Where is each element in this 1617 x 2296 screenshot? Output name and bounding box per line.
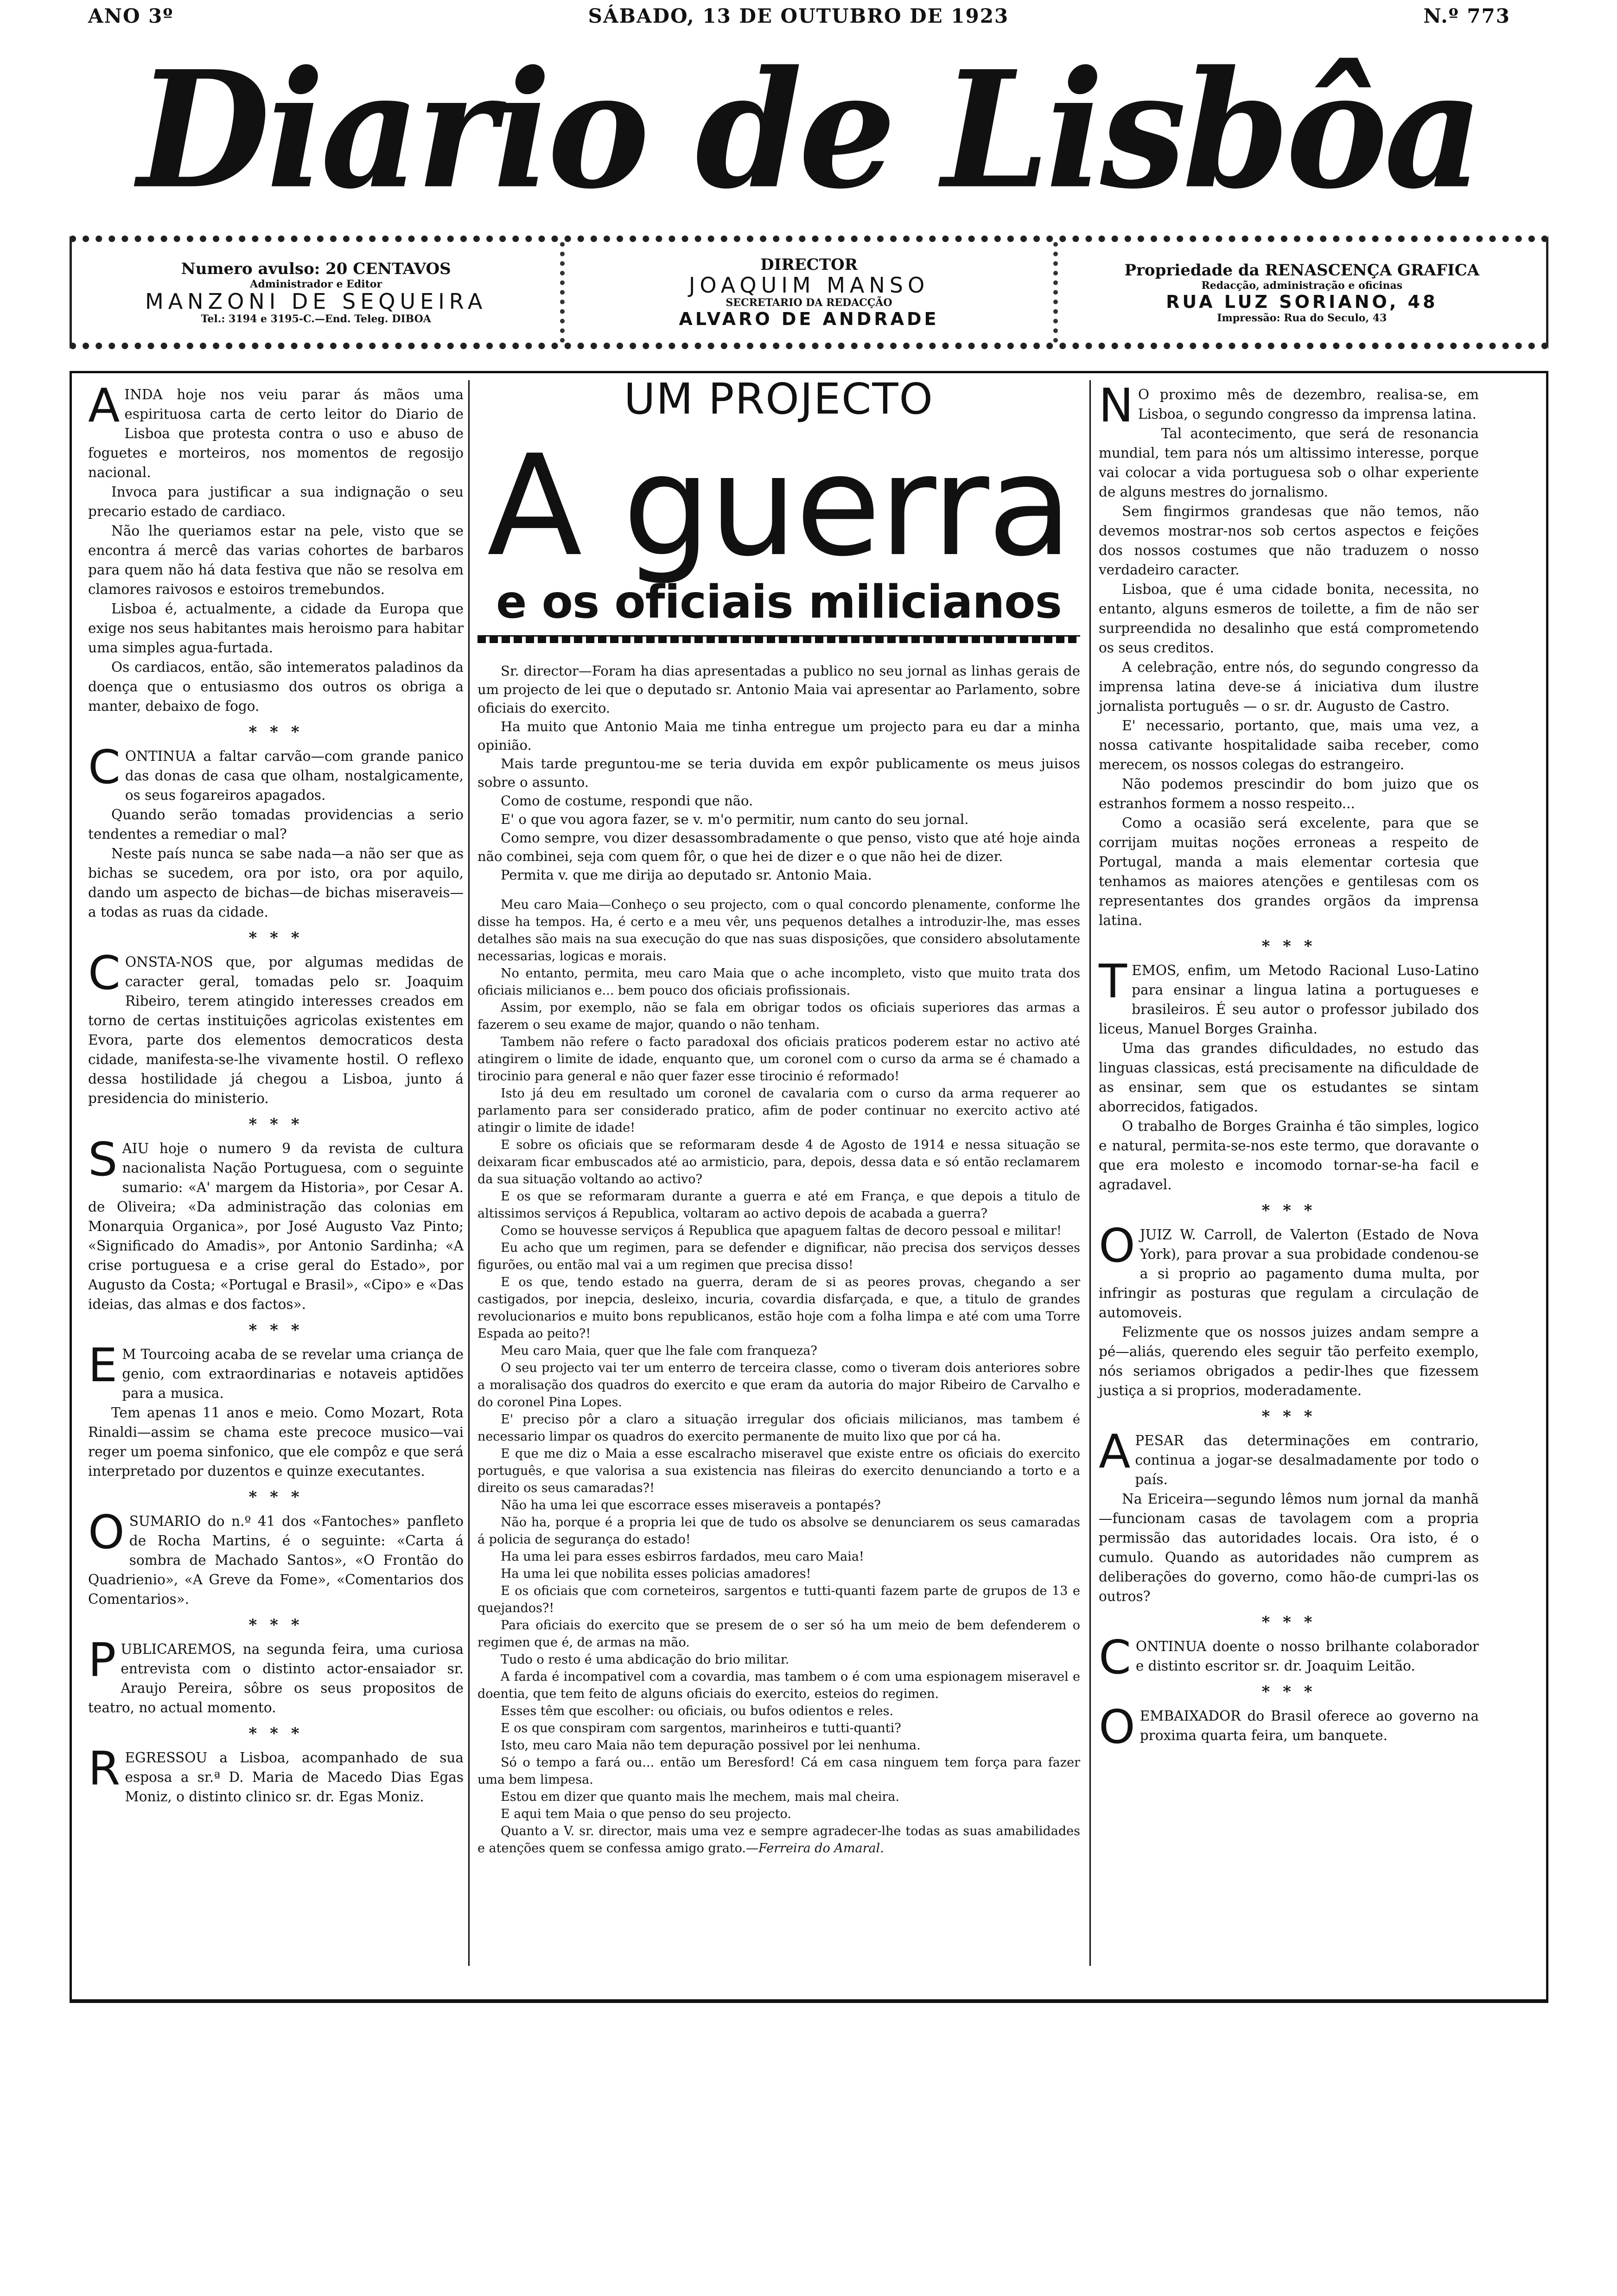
issue-year: ANO 3º: [88, 4, 174, 27]
paragraph: E os oficiais que com corneteiros, sargentos e tutti-quanti fazem parte de grupos de 13 e quejandos?!: [477, 1584, 1080, 1615]
paragraph: Ha muito que Antonio Maia me tinha entregue um projecto para eu dar a minha opinião.: [477, 719, 1080, 753]
column-rule: [1089, 380, 1091, 1966]
separator-stars: * * *: [1261, 1407, 1316, 1426]
paragraph: Sr. director—Foram ha dias apresentadas a publico no seu jornal as linhas gerais de um projecto de lei que o deputado sr. Antonio Maia vai apresentar ao Parlamento, sobre oficiais do exercito.: [477, 663, 1080, 716]
paragraph: Ha uma lei que nobilita esses policias amadores!: [501, 1567, 811, 1581]
office: Redacção, administração e oficinas: [1201, 279, 1403, 292]
paragraph: Isto, meu caro Maia não tem depuração possivel por lei nenhuma.: [501, 1738, 921, 1753]
separator-stars: * * *: [1261, 1613, 1316, 1632]
paragraph: O seu projecto vai ter um enterro de terceira classe, como o tiveram dois anteriores sobre a moralisação dos quadros do exercito e que eram da autoria do major Ribeiro de Carvalho e do coronel Pina Lopes.: [477, 1361, 1080, 1409]
drop-cap: C: [88, 946, 121, 1000]
drop-cap: P: [88, 1633, 116, 1687]
phone: Tel.: 3194 e 3195-C.—End. Teleg. DIBOA: [201, 313, 431, 325]
drop-cap: E: [88, 1338, 118, 1392]
paragraph: Eu acho que um regimen, para se defender e dignificar, não precisa dos serviços desses figurões, ou então mal vai a um regimen que precisa disso!: [477, 1241, 1080, 1272]
drop-cap: O: [1099, 1218, 1135, 1273]
info-right: [1053, 242, 1546, 343]
paragraph: E M Tourcoing acaba de se revelar uma criança de genio, com extraordinarias e notaveis aptidões para a musica.: [88, 1338, 464, 1401]
paragraph: No entanto, permita, meu caro Maia que o ache incompleto, visto que muito trata dos oficiais milicianos e... bem pouco dos oficiais profissionais.: [477, 966, 1080, 998]
separator-stars: * * *: [248, 1115, 303, 1134]
drop-cap: N: [1099, 378, 1133, 433]
paragraph: E que me diz o Maia a esse escalracho miseravel que existe entre os oficiais do exercito português, e que valorisa a sua existencia nas fileiras do exercito denunciando a torto e a direito os seus camaradas?!: [477, 1447, 1080, 1495]
drop-cap: A: [88, 378, 120, 433]
admin-name: MANZONI DE SEQUEIRA: [145, 289, 487, 314]
paragraph: CONSTA-NOS que, por algumas medidas de caracter geral, tomadas pelo sr. Joaquim Ribeiro, terem atingido interesses creados em torno de certas instituições agricolas existentes em Evora, parte dos elementos democraticos desta cidade, manifesta-se-lhe vivamente hostil. O reflexo dessa hostilidade já chegou a Lisboa, junto á presidencia do ministerio.: [88, 946, 464, 1106]
paragraph: OJUIZ W. Carroll, de Valerton (Estado de Nova York), para provar a sua probidade condenou-se a si proprio ao pagamento duma multa, por infringir as posturas que regulam a circulação de automoveis.: [1099, 1218, 1479, 1320]
paragraph: Não ha, porque é a propria lei que de tudo os absolve se denunciarem os seus camaradas á policia de segurança do estado!: [477, 1515, 1080, 1547]
admin-role: Administrador e Editor: [250, 278, 382, 291]
paragraph: Para oficiais do exercito que se presem de o ser só ha um meio de bem defenderem o regimen que é, de armas na mão.: [477, 1618, 1080, 1650]
paragraph: Tambem não refere o facto paradoxal dos oficiais praticos poderem estar no activo até atingirem o limite de idade, enquanto que, um coronel com o curso da arma se é chamado a tirocinio para general e não quer fazer esse tirocinio é reformado!: [477, 1035, 1080, 1084]
paragraph: Como se houvesse serviços á Republica que apaguem faltas de decoro pessoal e militar!: [501, 1224, 1062, 1238]
paragraph: E os que se reformaram durante a guerra e até em França, e que depois a titulo de altissimos serviços á Republica, voltaram ao activo depois de acabada a guerra?: [477, 1189, 1080, 1221]
paragraph: Tal acontecimento, que será de resonancia mundial, tem para nós um altissimo interesse, porque vai colocar a vida portuguesa sob o olhar experiente de alguns mestres do jornalismo.: [1099, 426, 1479, 500]
spacer: [477, 884, 1080, 896]
ornamental-divider: [477, 635, 1080, 643]
separator-stars: * * *: [1261, 1683, 1316, 1701]
paragraph: Só o tempo a fará ou... então um Beresford! Cá em casa ninguem tem força para fazer uma bem limpesa.: [477, 1755, 1080, 1787]
paragraph: Mais tarde preguntou-me se teria duvida em expôr publicamente os meus juisos sobre o assunto.: [477, 756, 1080, 790]
paragraph: AINDA hoje nos veiu parar ás mãos uma espirituosa carta de certo leitor do Diario de Lisboa que protesta contra o uso e abuso de foguetes e morteiros, nos momentos de regosijo nacional.: [88, 378, 464, 480]
paragraph: APESAR das determinações em contrario, continua a jogar-se desalmadamente por todo o país.: [1099, 1424, 1479, 1487]
signature: Ferreira do Amaral.: [758, 1841, 884, 1856]
paragraph: Os cardiacos, então, são intemeratos paladinos da doença que o entusiasmo dos outros os obriga a manter, debaixo de fogo.: [88, 659, 464, 714]
paragraph: E' preciso pôr a claro a situação irregular dos oficiais milicianos, mas tambem é necessario limpar os quadros do exercito permanente de muito lixo que por cá ha.: [477, 1412, 1080, 1444]
drop-cap: O: [1099, 1700, 1135, 1754]
paragraph: Neste país nunca se sabe nada—a não ser que as bichas se sucedem, ora por isto, ora por aquilo, dando um aspecto de bichas—de bichas miseraveis—a todas as ruas da cidade.: [88, 846, 464, 920]
separator-stars: * * *: [1261, 937, 1316, 956]
column-rule: [468, 380, 470, 1966]
paragraph: Não podemos prescindir do bom juizo que os estranhos formem a nosso respeito...: [1099, 776, 1479, 811]
paragraph: Esses têm que escolher: ou oficiais, ou bufos odientos e reles.: [501, 1704, 894, 1718]
article-headline: A guerra: [487, 425, 1071, 587]
drop-cap: S: [88, 1132, 118, 1186]
owner: Propriedade da RENASCENÇA GRAFICA: [1124, 261, 1480, 280]
paragraph: Invoca para justificar a sua indignação o seu precario estado de cardiaco.: [88, 484, 464, 519]
paragraph: Como sempre, vou dizer desassombradamente o que penso, visto que até hoje ainda não combinei, seja com quem fôr, o que hei de dizer e o que não hei de dizer.: [477, 830, 1080, 864]
paragraph: Sem fingirmos grandesas que não temos, não devemos mostrar-nos sob certos aspectos e feições dos nossos costumes que não traduzem o nosso verdadeiro caracter.: [1099, 504, 1479, 578]
issue-number: N.º 773: [1423, 4, 1510, 27]
paragraph: E aqui tem Maia o que penso do seu projecto.: [501, 1807, 791, 1821]
separator-stars: * * *: [248, 929, 303, 947]
paragraph: Não ha uma lei que escorrace esses miseraveis a pontapés?: [501, 1498, 881, 1512]
center-column: [477, 374, 1080, 1857]
paragraph: Lisboa é, actualmente, a cidade da Europa que exige nos seus habitantes mais heroismo para habitar uma simples agua-furtada.: [88, 601, 464, 656]
paragraph: Como de costume, respondi que não.: [501, 793, 753, 809]
paragraph: Felizmente que os nossos juizes andam sempre a pé—aliás, querendo eles seguir tão perfeito exemplo, nós seriamos obrigados a pedir-lhes que fizessem justiça a si proprios, moderadamente.: [1099, 1324, 1479, 1398]
paragraph: OSUMARIO do n.º 41 dos «Fantoches» panfleto de Rocha Martins, é o seguinte: «Carta á sombra de Machado Santos», «O Frontão do Quadrienio», «A Greve da Fome», «Comentarios dos Comentarios».: [88, 1505, 464, 1607]
paragraph: Meu caro Maia—Conheço o seu projecto, com o qual concordo plenamente, conforme lhe disse ha tempos. Ha, é certo e a meu vêr, uns pequenos detalhes a introduzir-lhe, mas esses detalhes são mais na sua execução do que nas suas disposições, que considero absolutamente necessarias, logicas e morais.: [477, 898, 1080, 963]
director-role: DIRECTOR: [760, 255, 858, 274]
paragraph: Meu caro Maia, quer que lhe fale com franqueza?: [501, 1344, 817, 1358]
drop-cap: C: [88, 740, 121, 794]
separator-stars: * * *: [248, 1321, 303, 1339]
paragraph: O trabalho de Borges Grainha é tão simples, logico e natural, permita-se-nos este termo, que doravante o que era molesto e incomodo tornar-se-ha facil e agradavel.: [1099, 1118, 1479, 1193]
paragraph: A celebração, entre nós, do segundo congresso da imprensa latina deve-se á iniciativa dum ilustre jornalista português — o sr. dr. Augusto de Castro.: [1099, 659, 1479, 714]
left-column: [88, 378, 464, 1806]
info-left: [72, 242, 560, 343]
separator-stars: * * *: [248, 1616, 303, 1634]
newspaper-title: Diario de Lisbôa: [137, 35, 1480, 224]
paragraph: N O proximo mês de dezembro, realisa-se, em Lisboa, o segundo congresso da imprensa latina.: [1099, 378, 1479, 433]
paragraph: Uma das grandes dificuldades, no estudo das linguas classicas, está precisamente na dificuldade de as ensinar, sem que os estudantes se sintam aborrecidos, fatigados.: [1099, 1040, 1479, 1115]
paragraph: E os que, tendo estado na guerra, deram de si as peores provas, chegando a ser castigados, por inepcia, desleixo, incuria, covardia disfarçada, e que, a titulo de grandes revolucionarios e muito bons republicanos, estão hoje com a folha limpa e até com uma Torre Espada ao peito?!: [477, 1275, 1080, 1341]
secretary-role: SECRETARIO DA REDACÇÃO: [726, 296, 892, 309]
paragraph: PUBLICAREMOS, na segunda feira, uma curiosa entrevista com o distinto actor-ensaiador sr. Araujo Pereira, sôbre os seus propositos de teatro, no actual momento.: [88, 1633, 464, 1716]
separator-stars: * * *: [248, 1724, 303, 1743]
paragraph: Ha uma lei para esses esbirros fardados, meu caro Maia!: [501, 1550, 864, 1564]
right-column: [1099, 378, 1479, 1754]
separator-stars: * * *: [1261, 1201, 1316, 1220]
address: RUA LUZ SORIANO, 48: [1166, 291, 1438, 312]
paragraph: CONTINUA doente o nosso brilhante colaborador e distinto escritor sr. dr. Joaquim Leitão.: [1099, 1630, 1479, 1684]
info-band: [70, 236, 1548, 349]
closing-paragraph: Quanto a V. sr. director, mais uma vez e sempre agradecer-lhe todas as suas amabilidades e atenções quem se confessa amigo grato.—Ferreira do Amaral.: [477, 1824, 1080, 1856]
separator-stars: * * *: [248, 1488, 303, 1506]
director-name: JOAQUIM MANSO: [688, 273, 929, 298]
paragraph: TEMOS, enfim, um Metodo Racional Luso-Latino para ensinar a lingua latina a portugueses e brasileiros. É seu autor o professor jubilado dos liceus, Manuel Borges Grainha.: [1099, 954, 1479, 1037]
paragraph: Na Ericeira—segundo lêmos num jornal da manhã—funcionam casas de tavolagem com a propria permissão das autoridades locais. Ora isto, é o cumulo. Quando as autoridades não cumprem as deliberações do governo, como hão-de cumpri-las os outros?: [1099, 1491, 1479, 1604]
paragraph: SAIU hoje o numero 9 da revista de cultura nacionalista Nação Portuguesa, com o seguinte sumario: «A' margem da Historia», por Cesar A. de Oliveira; «Da administração das colonias em Monarquia Organica», por José Augusto Vaz Pinto; «Significado do Amadis», por Antonio Sardinha; «A crise portuguesa e a crise geral do Estado», por Augusto da Costa; «Portugal e Brasil», «Cipo» e «Das ideias, das almas e dos factos».: [88, 1132, 464, 1312]
paragraph: Tudo o resto é uma abdicação do brio militar.: [501, 1652, 789, 1667]
paragraph: REGRESSOU a Lisboa, acompanhado de sua esposa a sr.ª D. Maria de Macedo Dias Egas Moniz, o distinto clinico sr. dr. Egas Moniz.: [88, 1741, 464, 1805]
article-kicker: UM PROJECTO: [624, 374, 934, 424]
drop-cap: R: [88, 1741, 121, 1796]
paragraph: Permita v. que me dirija ao deputado sr. Antonio Maia.: [501, 867, 872, 883]
paragraph: Isto já deu em resultado um coronel de cavalaria com o curso da arma requerer ao parlamento para ser considerado pratico, afim de poder continuar no exercito activo até atingir o limite de idade!: [477, 1086, 1080, 1135]
info-center: [560, 242, 1053, 343]
secretary-name: ALVARO DE ANDRADE: [679, 308, 939, 329]
separator-stars: * * *: [248, 723, 303, 741]
issue-date: SÁBADO, 13 DE OUTUBRO DE 1923: [588, 4, 1009, 27]
paragraph: E sobre os oficiais que se reformaram desde 4 de Agosto de 1914 e nessa situação se deixaram ficar embuscados até ao armisticio, para, depois, dessa data e só então reclamarem da sua situação voltando ao activo?: [477, 1138, 1080, 1186]
paragraph: Estou em dizer que quanto mais lhe mechem, mais mal cheira.: [501, 1790, 900, 1804]
paragraph: Tem apenas 11 anos e meio. Como Mozart, Rota Rinaldi—assim se chama este precoce musico—vai reger um poema sinfonico, que ele compôz e que será interpretado por duzentos e quinze executantes.: [88, 1405, 464, 1479]
drop-cap: T: [1099, 954, 1127, 1008]
print-address: Impressão: Rua do Seculo, 43: [1217, 312, 1387, 324]
paragraph: Assim, por exemplo, não se fala em obrigar todos os oficiais superiores das armas a fazerem o seu exame de major, quando o não tenham.: [477, 1001, 1080, 1032]
paragraph: Lisboa, que é uma cidade bonita, necessita, no entanto, alguns esmeros de toilette, a fim de não ser surpreendida no desalinho que está comprometendo os seus creditos.: [1099, 581, 1479, 656]
paragraph: Como a ocasião será excelente, para que se corrijam muitas noções erroneas a respeito de Portugal, manda a mais elementar cortesia que tenhamos as maiores atenções e gentilesas com os representantes dos grandes orgãos da imprensa latina.: [1099, 815, 1479, 928]
drop-cap: A: [1099, 1424, 1131, 1479]
paragraph: A farda é incompativel com a covardia, mas tambem o é com uma espionagem miseravel e doentia, que tem feito de alguns oficiais do exercito, esteios do regimen.: [477, 1670, 1080, 1701]
masthead: [137, 35, 1480, 224]
paragraph: Quando serão tomadas providencias a serio tendentes a remediar o mal?: [88, 807, 464, 842]
date-line: [88, 2, 1510, 30]
article-subhead: e os oficiais milicianos: [496, 576, 1062, 629]
drop-cap: C: [1099, 1630, 1131, 1684]
paragraph: Não lhe queriamos estar na pele, visto que se encontra á mercê das varias cohortes de barbaros para quem não há data festiva que não se resolva em clamores raivosos e estoiros tremebundos.: [88, 523, 464, 597]
drop-cap: O: [88, 1505, 125, 1559]
price: Numero avulso: 20 CENTAVOS: [181, 260, 451, 279]
paragraph: E os que conspiram com sargentos, marinheiros e tutti-quanti?: [501, 1721, 901, 1735]
paragraph: CONTINUA a faltar carvão—com grande panico das donas de casa que olham, nostalgicamente, os seus fogareiros apagados.: [88, 740, 464, 803]
paragraph: OEMBAIXADOR do Brasil oferece ao governo na proxima quarta feira, um banquete.: [1099, 1700, 1479, 1754]
paragraph: E' necessario, portanto, que, mais uma vez, a nossa cativante hospitalidade saiba receber, como merecem, os nossos colegas do estrangeiro.: [1099, 718, 1479, 772]
paragraph: E' o que vou agora fazer, se v. m'o permitir, num canto do seu jornal.: [501, 811, 969, 827]
